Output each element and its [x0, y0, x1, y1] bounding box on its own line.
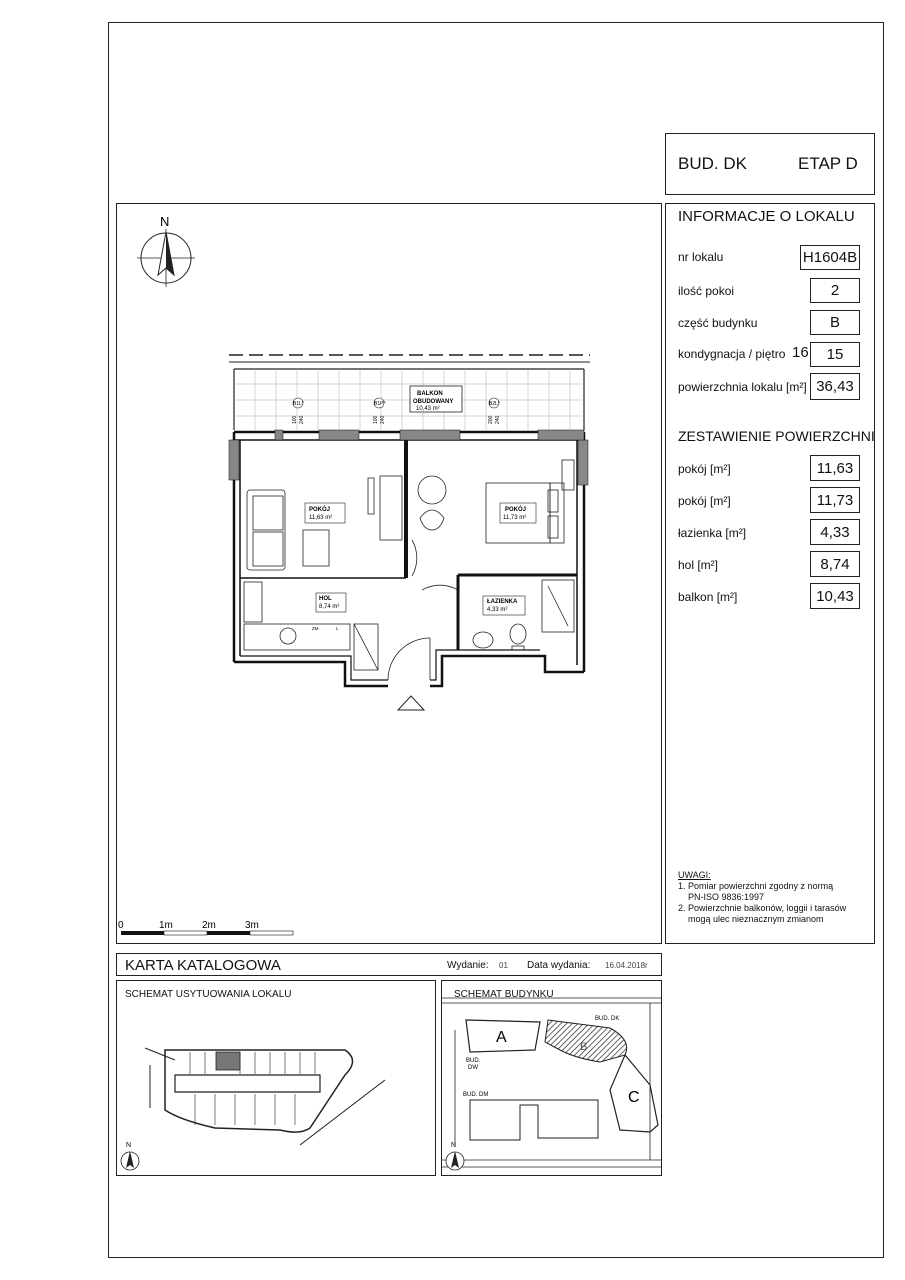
- building-a-label: A: [496, 1029, 507, 1046]
- info-value-storey: 16: [792, 344, 809, 361]
- info-label-unit-number: nr lokalu: [678, 250, 724, 264]
- window-marker-b2l: [488, 398, 501, 424]
- window-dim-b1l-w: 100: [292, 415, 298, 424]
- area-label-bathroom: łazienka [m²]: [678, 526, 747, 540]
- room2-area: 11,73 m²: [503, 515, 527, 521]
- scale-3m: 3m: [245, 920, 259, 931]
- window-marker-b1p: [373, 398, 386, 424]
- schema-building-drawing: [441, 980, 662, 1176]
- schema-building-title: SCHEMAT BUDYNKU: [454, 989, 554, 1000]
- room1-area: 11,63 m²: [309, 515, 333, 521]
- north-arrow-icon: [137, 214, 195, 287]
- bathroom-label: ŁAZIENKA: [487, 599, 518, 605]
- floor-plan: [116, 203, 662, 944]
- hall-label: HOL: [319, 596, 332, 602]
- window-code-b2l: B2L°: [489, 401, 500, 407]
- schema-north-label: N: [126, 1142, 132, 1149]
- doors: [388, 540, 458, 680]
- areas-title: ZESTAWIENIE POWIERZCHNI: [678, 428, 875, 444]
- area-value-balcony: 10,43: [810, 583, 860, 609]
- edition-label: Wydanie:: [447, 960, 489, 971]
- area-value-room1: 11,63: [810, 455, 860, 481]
- window-dim-b1l-h: 240: [299, 415, 305, 424]
- window-code-b1p: B1P°: [374, 401, 386, 407]
- notes-block: [678, 870, 846, 925]
- note-line-3: 2. Powierzchnie balkonów, loggii i tarasów: [678, 903, 847, 913]
- scale-2m: 2m: [202, 920, 216, 931]
- building-north-label: N: [451, 1142, 457, 1149]
- window-code-b1l: B1L°: [293, 401, 304, 407]
- building-c-label: C: [628, 1089, 640, 1106]
- schema-location-drawing: [116, 980, 436, 1176]
- north-label: N: [160, 214, 170, 229]
- walls: [234, 432, 584, 686]
- balcony: [229, 355, 590, 430]
- info-value-unit-number: H1604B: [800, 245, 860, 270]
- note-line-1: 1. Pomiar powierzchni zgodny z normą: [678, 881, 834, 891]
- info-label-floor: kondygnacja / piętro: [678, 347, 786, 361]
- hall-area: 8,74 m²: [319, 604, 340, 610]
- bathroom-area: 4,33 m²: [487, 607, 508, 613]
- unit-location-highlight: [216, 1052, 240, 1070]
- area-label-balcony: balkon [m²]: [678, 590, 738, 604]
- window-marker-b1l: [292, 398, 305, 424]
- scale-bar: [118, 920, 293, 935]
- building-dw-label-2: DW: [468, 1065, 478, 1071]
- area-value-hall: 8,74: [810, 551, 860, 577]
- info-label-area: powierzchnia lokalu [m²]: [678, 380, 807, 394]
- info-value-room-count: 2: [810, 278, 860, 303]
- furniture-room2: [418, 460, 574, 543]
- building-north-arrow-icon: [446, 1142, 464, 1170]
- edition-value: 01: [499, 961, 508, 970]
- fixture-l: L: [336, 626, 339, 631]
- building-code: BUD. DK: [678, 154, 747, 173]
- area-label-room1: pokój [m²]: [678, 462, 731, 476]
- area-label-hall: hol [m²]: [678, 558, 719, 572]
- info-panel: [665, 203, 875, 944]
- fixture-zm: ZM: [312, 626, 319, 631]
- building-b-label: B: [580, 1041, 588, 1053]
- stage-code: ETAP D: [798, 154, 858, 173]
- note-line-2: PN-ISO 9836:1997: [688, 892, 765, 902]
- wall-hatch: [229, 430, 588, 485]
- info-title: INFORMACJE O LOKALU: [678, 208, 855, 225]
- window-dim-b1p-w: 100: [373, 415, 379, 424]
- room1-label: POKÓJ: [309, 507, 331, 513]
- area-label-room2: pokój [m²]: [678, 494, 731, 508]
- balcony-label-2: OBUDOWANY: [413, 399, 454, 405]
- info-value-floor: 15: [810, 342, 860, 367]
- room2-label: POKÓJ: [505, 507, 527, 513]
- area-value-room2: 11,73: [810, 487, 860, 513]
- balcony-area: 10,43 m²: [416, 406, 440, 412]
- building-dk-label: BUD. DK: [595, 1016, 620, 1022]
- schema-north-arrow-icon: [121, 1142, 139, 1170]
- furniture-hall: [244, 582, 378, 670]
- notes-title: UWAGI:: [678, 870, 711, 880]
- building-dw-label-1: BUD.: [466, 1058, 481, 1064]
- footer-title: KARTA KATALOGOWA: [125, 957, 281, 974]
- date-label: Data wydania:: [527, 960, 591, 971]
- balcony-label: BALKON: [417, 391, 443, 397]
- footer-box: [116, 953, 662, 976]
- area-value-bathroom: 4,33: [810, 519, 860, 545]
- info-value-area: 36,43: [810, 373, 860, 400]
- scale-1m: 1m: [159, 920, 173, 931]
- info-label-building-part: część budynku: [678, 316, 758, 330]
- window-dim-b2l-w: 200: [488, 415, 494, 424]
- scale-0: 0: [118, 920, 124, 931]
- schema-location-title: SCHEMAT USYTUOWANIA LOKALU: [125, 989, 292, 1000]
- info-label-room-count: ilość pokoi: [678, 284, 735, 298]
- info-value-building-part: B: [810, 310, 860, 335]
- date-value: 16.04.2018r: [605, 961, 648, 970]
- entrance-marker-icon: [398, 696, 424, 710]
- window-dim-b1p-h: 240: [380, 415, 386, 424]
- building-dm-label: BUD. DM: [463, 1092, 489, 1098]
- header-box: [665, 133, 875, 195]
- note-line-4: mogą ulec nieznacznym zmianom: [688, 914, 824, 924]
- window-dim-b2l-h: 240: [495, 415, 501, 424]
